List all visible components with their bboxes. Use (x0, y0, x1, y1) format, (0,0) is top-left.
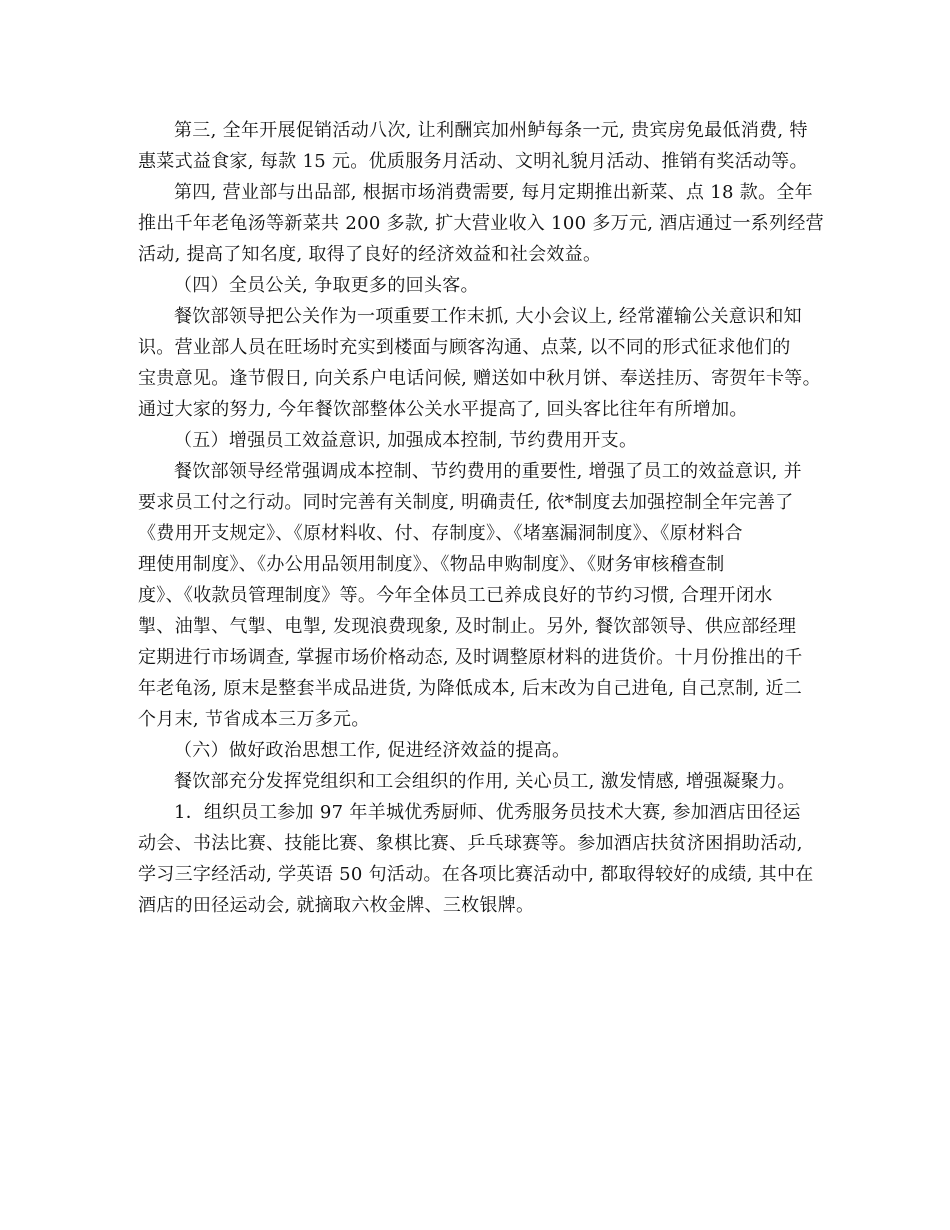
paragraph-line: 个月末, 节省成本三万多元。 (138, 709, 370, 730)
document-body (138, 115, 822, 921)
paragraph-line: 餐饮部充分发挥党组织和工会组织的作用, 关心员工, 激发情感, 增强凝聚力。 (174, 771, 796, 792)
section-heading: （五）增强员工效益意识, 加强成本控制, 节约费用开支。 (174, 430, 638, 451)
paragraph-line: 酒店的田径运动会, 就摘取六枚金牌、三枚银牌。 (138, 895, 535, 916)
paragraph-line: 理使用制度》、《办公用品领用制度》、《物品申购制度》、《财务审核稽查制 (138, 554, 725, 575)
paragraph-line: 度》、《收款员管理制度》等。今年全体员工已养成良好的节约习惯, 合理开闭水 (138, 585, 773, 606)
paragraph-line: 餐饮部领导经常强调成本控制、节约费用的重要性, 增强了员工的效益意识, 并 (174, 461, 802, 482)
section-heading: （六）做好政治思想工作, 促进经济效益的提高。 (174, 740, 571, 761)
paragraph-line: 定期进行市场调查, 掌握市场价格动态, 及时调整原材料的进货价。十月份推出的千 (138, 647, 803, 668)
section-heading: （四）全员公关, 争取更多的回头客。 (174, 275, 479, 296)
paragraph-line: 餐饮部领导把公关作为一项重要工作末抓, 大小会议上, 经常灌输公关意识和知 (174, 306, 802, 327)
paragraph-line: 识。营业部人员在旺场时充实到楼面与顾客沟通、点菜, 以不同的形式征求他们的 (138, 337, 791, 358)
paragraph-line: 第四, 营业部与出品部, 根据市场消费需要, 每月定期推出新菜、点 18 款。全年 (174, 182, 813, 203)
paragraph-line: 活动, 提高了知名度, 取得了良好的经济效益和社会效益。 (138, 244, 602, 265)
paragraph-line: 惠菜式益食家, 每款 15 元。优质服务月活动、文明礼貌月活动、推销有奖活动等。 (138, 151, 808, 172)
paragraph-line: 通过大家的努力, 今年餐饮部整体公关水平提高了, 回头客比往年有所增加。 (138, 399, 748, 420)
paragraph-line: 推出千年老龟汤等新菜共 200 多款, 扩大营业收入 100 多万元, 酒店通过一系列经营 (138, 213, 824, 234)
paragraph-line: 1．组织员工参加 97 年羊城优秀厨师、优秀服务员技术大赛, 参加酒店田径运 (174, 802, 801, 823)
paragraph-line: 学习三字经活动, 学英语 50 句活动。在各项比赛活动中, 都取得较好的成绩, 其中在 (138, 864, 814, 885)
paragraph-line: 宝贵意见。逢节假日, 向关系户电话问候, 赠送如中秋月饼、奉送挂历、寄贺年卡等。 (138, 368, 821, 389)
paragraph-line: 《费用开支规定》、《原材料收、付、存制度》、《堵塞漏洞制度》、《原材料合 (138, 523, 743, 544)
paragraph-line: 年老龟汤, 原末是整套半成品进货, 为降低成本, 后末改为自己进龟, 自己烹制, 近二 (138, 678, 803, 699)
paragraph-line: 要求员工付之行动。同时完善有关制度, 明确责任, 依*制度去加强控制全年完善了 (138, 492, 794, 513)
paragraph-line: 动会、书法比赛、技能比赛、象棋比赛、乒乓球赛等。参加酒店扶贫济困捐助活动, (138, 833, 803, 854)
paragraph-line: 第三, 全年开展促销活动八次, 让利酬宾加州鲈每条一元, 贵宾房免最低消费, 特 (174, 120, 808, 141)
paragraph-line: 掣、油掣、气掣、电掣, 发现浪费现象, 及时制止。另外, 餐饮部领导、供应部经理 (138, 616, 797, 637)
